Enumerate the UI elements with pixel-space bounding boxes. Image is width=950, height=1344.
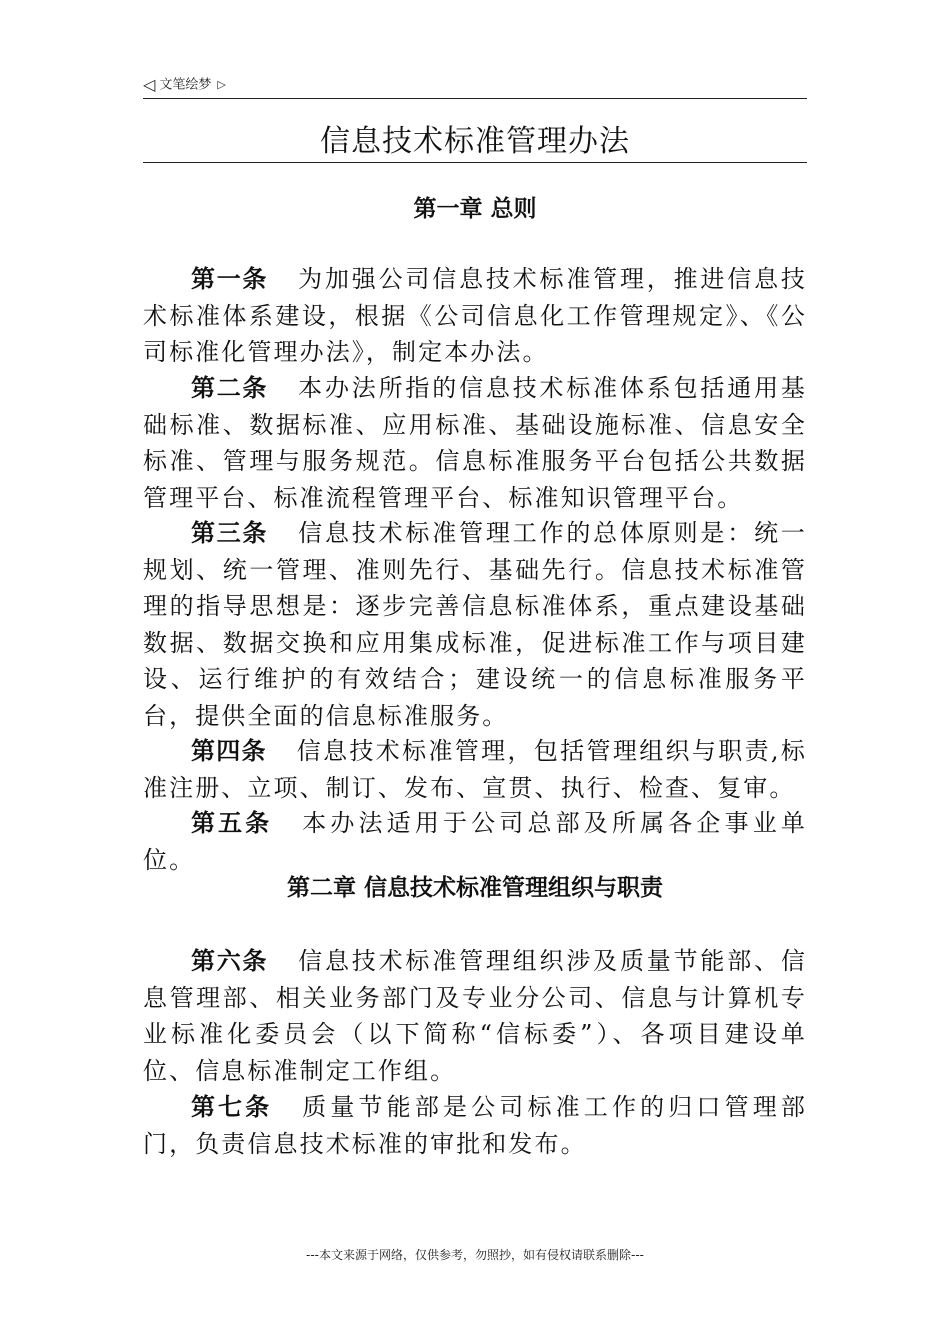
article-number: 第一条	[191, 265, 269, 293]
document-title: 信息技术标准管理办法	[143, 122, 807, 163]
article-number: 第六条	[191, 947, 269, 975]
chapter-2-title: 第二章 信息技术标准管理组织与职责	[286, 875, 663, 901]
article-5	[143, 805, 807, 878]
chapter-1-title: 第一章 总则	[413, 196, 537, 222]
article-1	[143, 261, 807, 371]
footer-disclaimer: ---本文来源于网络，仅供参考，勿照抄，如有侵权请联系删除---	[306, 1248, 644, 1262]
article-7	[143, 1089, 807, 1162]
article-number: 第二条	[191, 374, 269, 402]
triangle-left-icon: ◁	[143, 75, 156, 94]
article-6	[143, 943, 807, 1089]
article-text: 信息技术标准管理工作的总体原则是：统一规划、统一管理、准则先行、基础先行。信息技术标准管理的指导思想是：逐步完善信息标准体系，重点建设基础数据、数据交换和应用集成标准，促进标准工作与项目建设、运行维护的有效结合；建设统一的信息标准服务平台，提供全面的信息标准服务。	[143, 519, 807, 730]
article-number: 第七条	[191, 1093, 273, 1121]
article-text: 本办法适用于公司总部及所属各企事业单位。	[143, 809, 807, 874]
article-number: 第五条	[191, 809, 273, 837]
article-2	[143, 370, 807, 516]
article-4	[143, 733, 807, 806]
article-text: 信息技术标准管理，包括管理组织与职责,标准注册、立项、制订、发布、宣贯、执行、检查、复审。	[143, 737, 807, 802]
triangle-right-icon: ▷	[217, 78, 226, 91]
header-text: 文笔绘梦	[159, 77, 212, 93]
article-number: 第四条	[191, 737, 267, 765]
article-3	[143, 515, 807, 734]
article-text: 质量节能部是公司标准工作的归口管理部门，负责信息技术标准的审批和发布。	[143, 1093, 807, 1158]
article-text: 本办法所指的信息技术标准体系包括通用基础标准、数据标准、应用标准、基础设施标准、信息安全标准、管理与服务规范。信息标准服务平台包括公共数据管理平台、标准流程管理平台、标准知识管理平台。	[143, 374, 807, 512]
article-text: 信息技术标准管理组织涉及质量节能部、信息管理部、相关业务部门及专业分公司、信息与计算机专业标准化委员会（以下简称“信标委”）、各项目建设单位、信息标准制定工作组。	[143, 947, 807, 1085]
article-text: 为加强公司信息技术标准管理，推进信息技术标准体系建设，根据《公司信息化工作管理规定》、《公司标准化管理办法》，制定本办法。	[143, 265, 807, 366]
article-number: 第三条	[191, 519, 269, 547]
page-header	[143, 74, 807, 99]
